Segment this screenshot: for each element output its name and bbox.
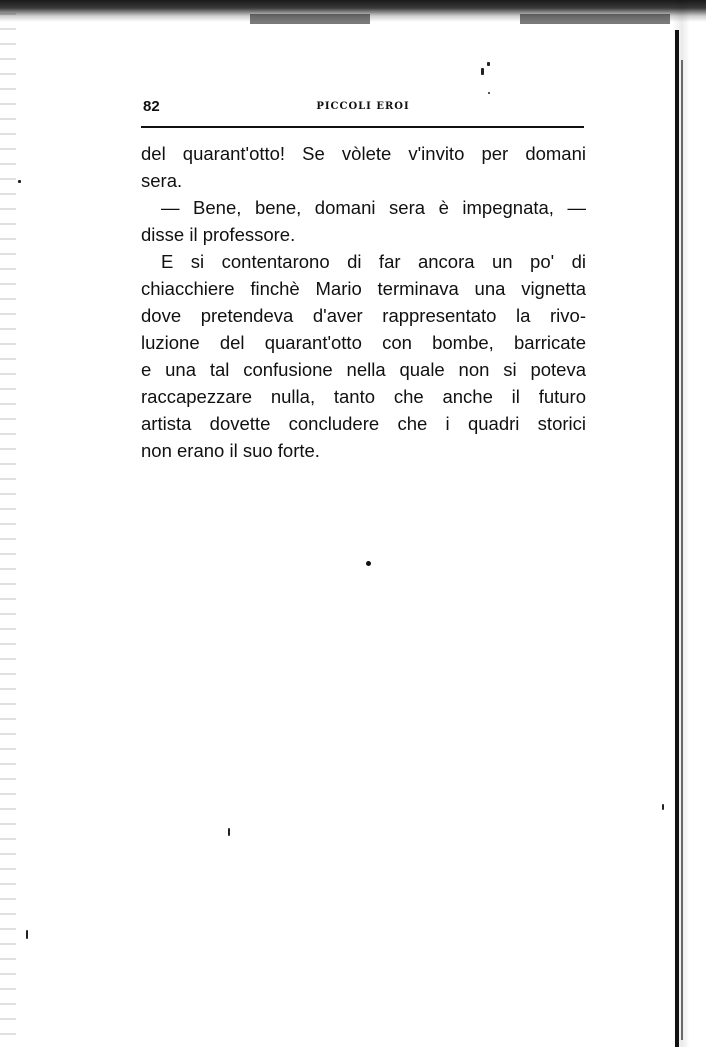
text-line: luzione del quarant'otto con bombe, barricate (141, 332, 586, 353)
text-line: artista dovette concludere che i quadri storici (141, 413, 586, 434)
text-line: del quarant'otto! Se vòlete v'invito per domani (141, 143, 586, 164)
ink-speck (228, 828, 230, 836)
scan-top-shadow (250, 14, 370, 24)
scan-left-edge (0, 0, 16, 1047)
text-line: E si contentarono di far ancora un po' di (161, 251, 586, 272)
text-line: dove pretendeva d'aver rappresentato la rivo- (141, 305, 586, 326)
ink-speck (481, 68, 484, 75)
ink-speck (488, 92, 490, 94)
text-line: non erano il suo forte. (141, 440, 320, 461)
ink-speck (487, 62, 490, 66)
running-head: PICCOLI EROI (316, 101, 410, 112)
ink-dot (366, 561, 371, 566)
scan-right-edge-inner (681, 60, 683, 1040)
ink-speck (18, 180, 21, 183)
ink-speck (662, 804, 664, 810)
page-number: 82 (143, 98, 160, 115)
text-line: disse il professore. (141, 224, 296, 245)
text-line: raccapezzare nulla, tanto che anche il futuro (141, 386, 586, 407)
text-line: e una tal confusione nella quale non si poteva (141, 359, 586, 380)
header-rule (141, 126, 584, 128)
text-line: sera. (141, 170, 183, 191)
page-header (143, 98, 583, 122)
body-text (141, 140, 586, 464)
ink-speck (26, 930, 28, 939)
scan-right-edge (675, 30, 679, 1047)
scan-top-shadow (520, 14, 670, 24)
text-line: — Bene, bene, domani sera è impegnata, — (161, 197, 586, 218)
text-line: chiacchiere finchè Mario terminava una vignetta (141, 278, 586, 299)
